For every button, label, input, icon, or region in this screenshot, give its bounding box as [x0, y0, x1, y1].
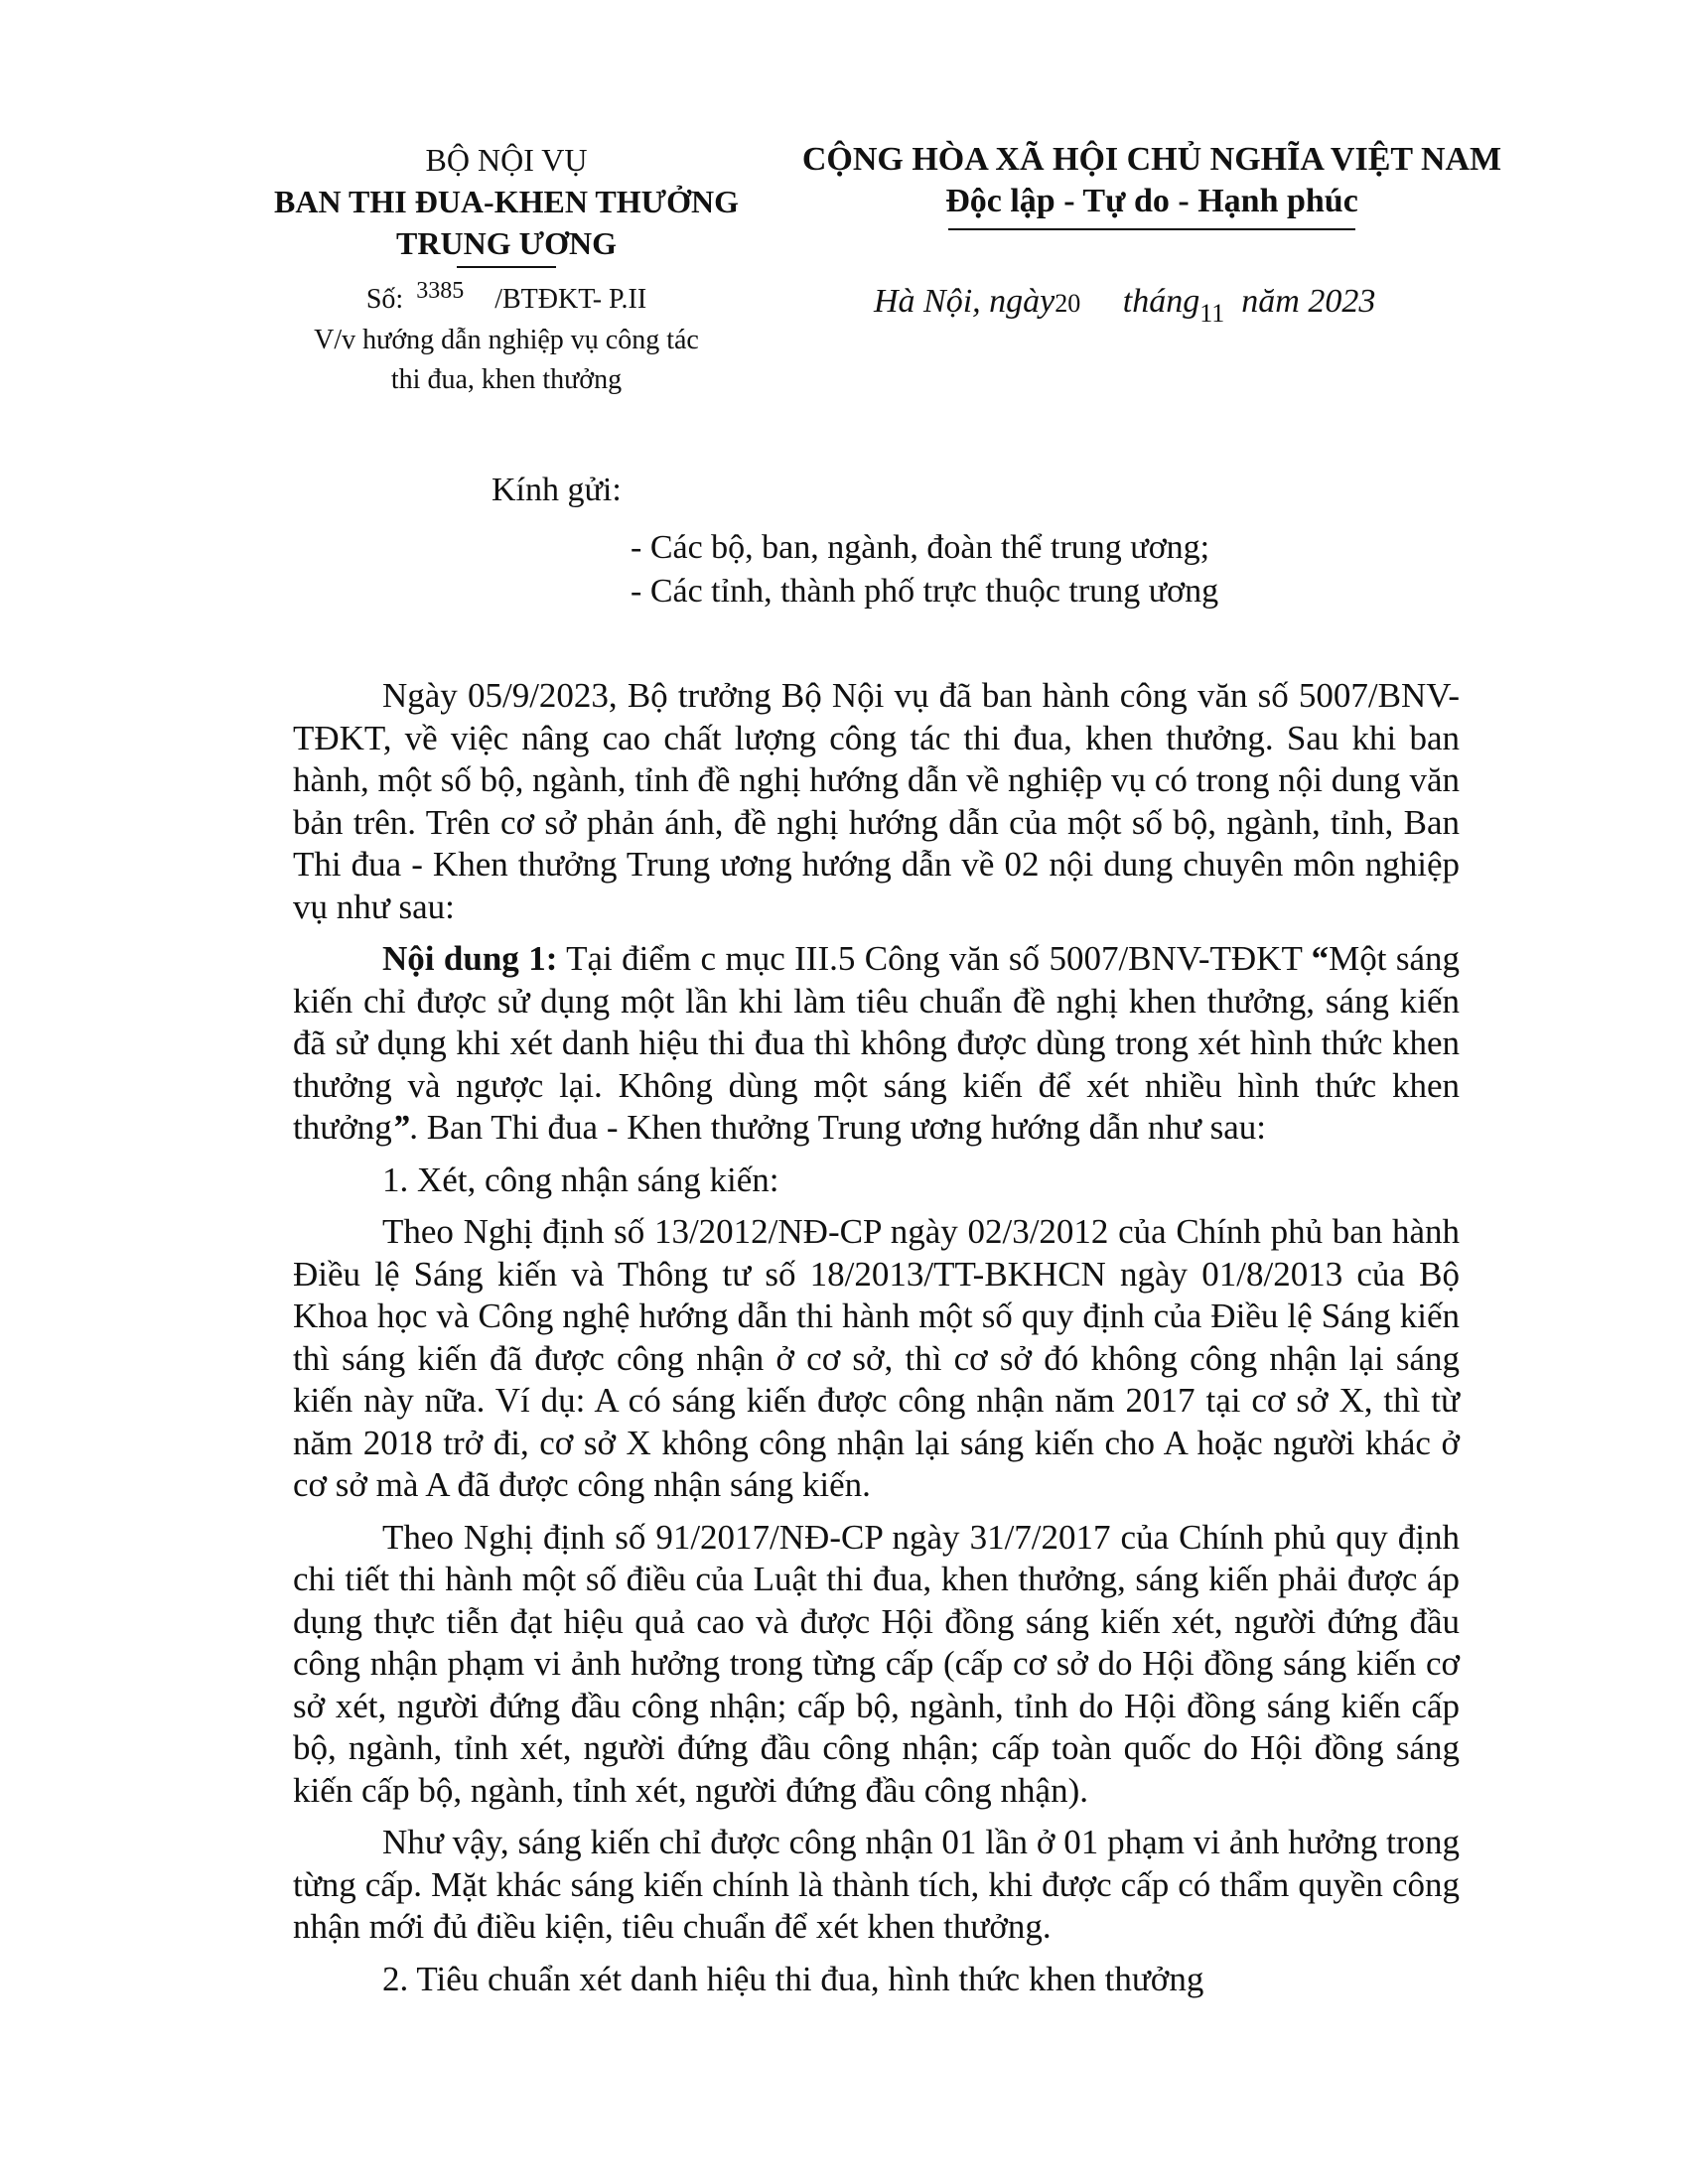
date-month: 11: [1199, 299, 1225, 328]
section-1-heading: 1. Xét, công nhận sáng kiến:: [382, 1160, 779, 1199]
date-year: năm 2023: [1241, 283, 1376, 320]
paragraph-decree-13: Theo Nghị định số 13/2012/NĐ-CP ngày 02/3/2012 của Chính phủ ban hành Điều lệ Sáng kiến và Thông tư số 18/2013/TT-BKHCN ngày 01/8/2013 của Bộ Khoa học và Công nghệ hướng dẫn thi hành một số quy định của Điều lệ Sáng kiến thì sáng kiến đã được công nhận ở cơ sở, thì cơ sở đó không công nhận lại sáng kiến này nữa. Ví dụ: A có sáng kiến được công nhận năm 2017 tại cơ sở X, thì từ năm 2018 trở đi, cơ sở X không công nhận lại sáng kiến cho A hoặc người khác ở cơ sở mà A đã được công nhận sáng kiến.: [293, 1212, 1460, 1504]
document-body: [293, 675, 1460, 2010]
date-day: 20: [1055, 289, 1081, 318]
content-1-label: Nội dung 1:: [382, 939, 558, 978]
content-1-text-end: . Ban Thi đua - Khen thưởng Trung ương hướng dẫn như sau:: [409, 1108, 1267, 1147]
recipient-item: - Các bộ, ban, ngành, đoàn thể trung ương;: [631, 529, 1210, 566]
paragraph-intro: Ngày 05/9/2023, Bộ trưởng Bộ Nội vụ đã ban hành công văn số 5007/BNV-TĐKT, về việc nâng cao chất lượng công tác thi đua, khen thưởng. Sau khi ban hành, một số bộ, ngành, tỉnh đề nghị hướng dẫn về nghiệp vụ có trong nội dung văn bản trên. Trên cơ sở phản ánh, đề nghị hướng dẫn của một số bộ, ngành, tỉnh, Ban Thi đua - Khen thưởng Trung ương hướng dẫn về 02 nội dung chuyên môn nghiệp vụ như sau:: [293, 676, 1460, 926]
content-1-quote: Một sáng kiến chỉ được sử dụng một lần khi làm tiêu chuẩn đề nghị khen thưởng, sáng kiến đã sử dụng khi xét danh hiệu thi đua thì không được dùng trong xét hình thức khen thưởng và ngược lại. Không dùng một sáng kiến để xét nhiều hình thức khen thưởng: [293, 939, 1460, 1147]
section-2-heading: 2. Tiêu chuẩn xét danh hiệu thi đua, hình thức khen thưởng: [382, 1959, 1204, 1998]
recipients-list: [631, 526, 1218, 614]
open-quote: “: [1311, 939, 1330, 978]
country-name: CỘNG HÒA XÃ HỘI CHỦ NGHĨA VIỆT NAM: [801, 141, 1502, 178]
recipient-item: - Các tỉnh, thành phố trực thuộc trung ương: [631, 573, 1219, 610]
issuer-underline: [457, 266, 556, 268]
doc-number-value: 3385: [416, 278, 465, 304]
date-month-label: tháng: [1122, 283, 1200, 320]
doc-number-prefix: Số:: [365, 284, 404, 315]
doc-number-suffix: /BTĐKT- P.II: [494, 284, 647, 315]
subject-line2: thi đua, khen thưởng: [390, 364, 623, 395]
paragraph-conclusion: Như vậy, sáng kiến chỉ được công nhận 01 lần ở 01 phạm vi ảnh hưởng trong từng cấp. Mặt khác sáng kiến chính là thành tích, khi được cấp có thẩm quyền công nhận mới đủ điều kiện, tiêu chuẩn để xét khen thưởng.: [293, 1823, 1460, 1946]
issuer-block: [228, 139, 784, 398]
ministry-name: BỘ NỘI VỤ: [425, 142, 588, 178]
national-title-block: [794, 139, 1509, 230]
paragraph-content-1: [293, 938, 1460, 1150]
recipients-label: Kính gửi:: [492, 472, 622, 508]
content-1-text: Tại điểm c mục III.5 Công văn số 5007/BNV-TĐKT: [557, 939, 1312, 978]
motto-underline: [948, 228, 1355, 230]
date-place: Hà Nội, ngày: [874, 283, 1055, 320]
subject-line1: V/v hướng dẫn nghiệp vụ công tác: [314, 325, 699, 355]
agency-name-line1: BAN THI ĐUA-KHEN THƯỞNG: [274, 184, 739, 219]
close-quote: ”: [391, 1108, 410, 1147]
date-line: [874, 280, 1509, 326]
agency-name-line2: TRUNG ƯƠNG: [396, 225, 617, 261]
national-motto: Độc lập - Tự do - Hạnh phúc: [945, 183, 1358, 219]
document-number: [228, 278, 784, 319]
paragraph-decree-91: Theo Nghị định số 91/2017/NĐ-CP ngày 31/7/2017 của Chính phủ quy định chi tiết thi hành một số điều của Luật thi đua, khen thưởng, sáng kiến phải được áp dụng thực tiễn đạt hiệu quả cao và được Hội đồng sáng kiến xét, người đứng đầu công nhận phạm vi ảnh hưởng trong từng cấp (cấp cơ sở do Hội đồng sáng kiến cơ sở xét, người đứng đầu công nhận; cấp bộ, ngành, tỉnh do Hội đồng sáng kiến cấp bộ, ngành, tỉnh xét, người đứng đầu công nhận; cấp toàn quốc do Hội đồng sáng kiến cấp bộ, ngành, tỉnh xét, người đứng đầu công nhận).: [293, 1517, 1460, 1810]
